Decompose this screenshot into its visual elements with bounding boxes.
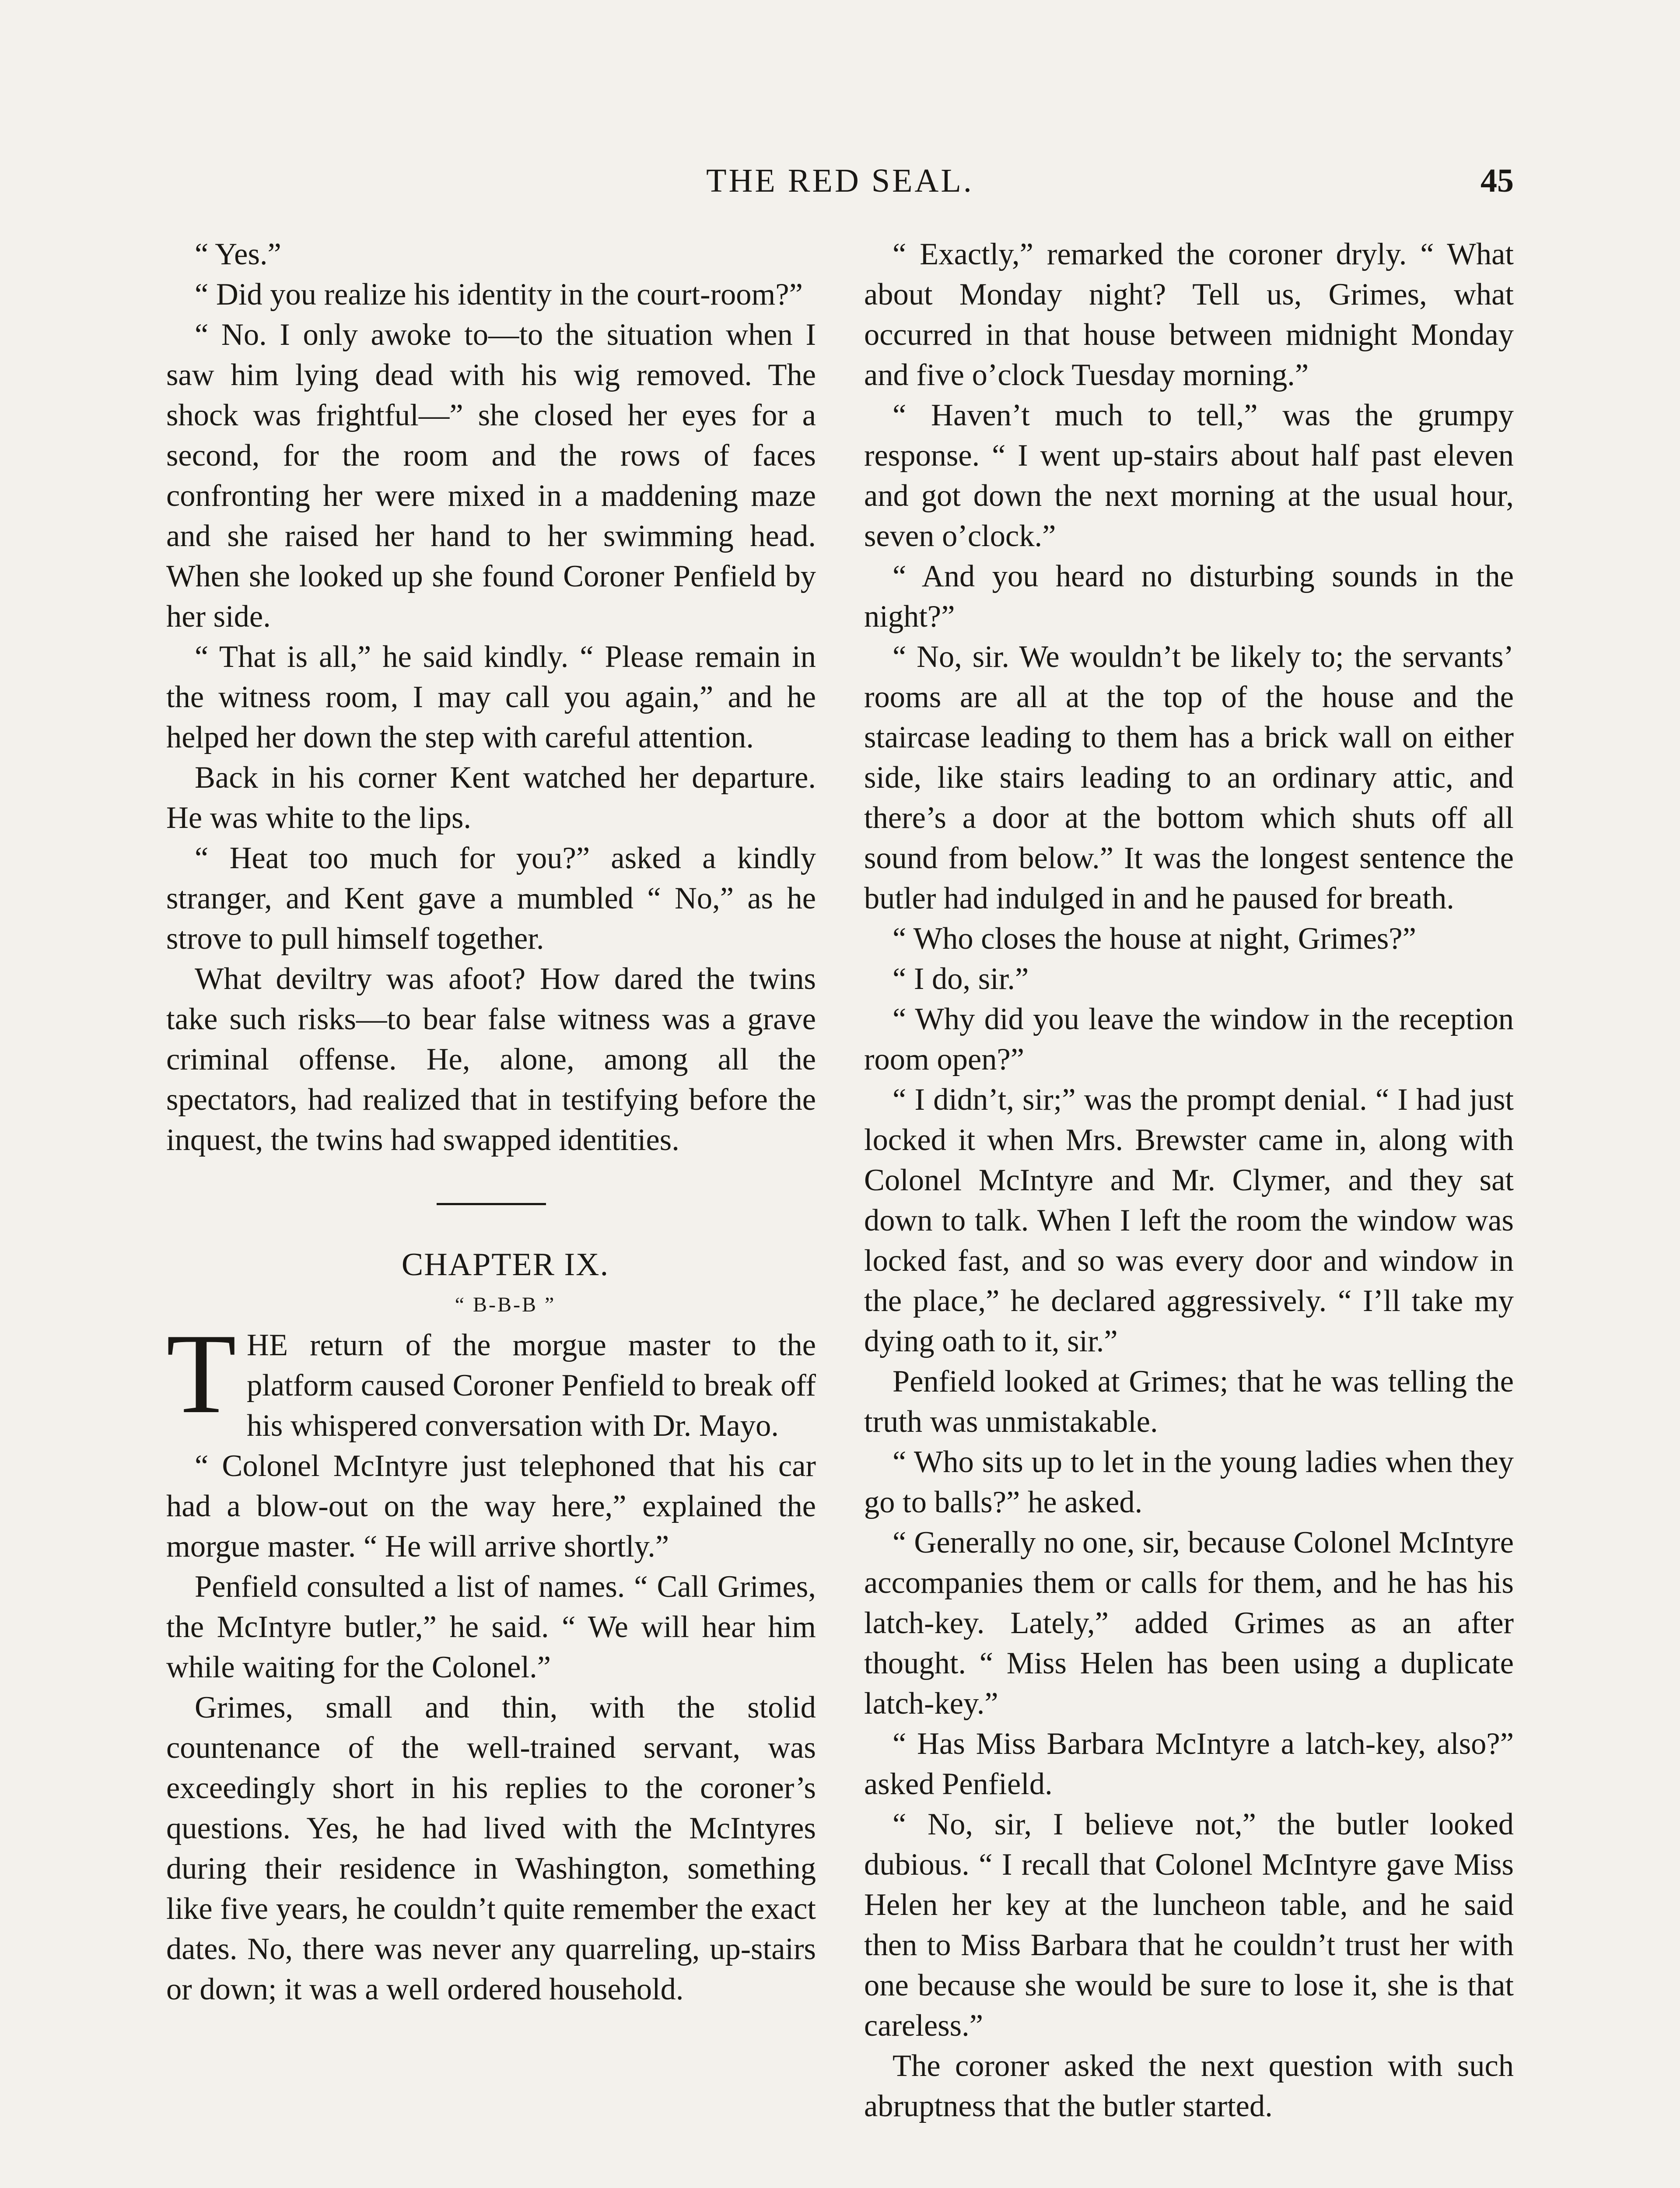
left-column [166, 234, 816, 2009]
paragraph: “ Why did you leave the window in the reception room open?” [864, 1002, 1514, 1076]
paragraph: “ I didn’t, sir;” was the prompt denial. “ I had just locked it when Mrs. Brewster came in, along with Colonel McIntyre and Mr. Clymer, and they sat down to talk. When I left the room the window was locked fast, and so was every door and window in the place,” he declared aggressively. “ I’ll take my dying oath to it, sir.” [864, 1083, 1514, 1358]
drop-cap: T [166, 1310, 237, 1437]
paragraph: “ Who sits up to let in the young ladies when they go to balls?” he asked. [864, 1445, 1514, 1519]
paragraph: “ I do, sir.” [892, 962, 1029, 996]
paragraph: “ And you heard no disturbing sounds in the night?” [864, 559, 1514, 634]
opening-paragraph [166, 1310, 816, 1446]
paragraph: “ Colonel McIntyre just telephoned that his car had a blow-out on the way here,” explained the morgue master. “ He will arrive shortly.” [166, 1449, 816, 1564]
paragraph: “ No, sir, I believe not,” the butler looked dubious. “ I recall that Colonel McIntyre gave Miss Helen her key at the luncheon table, and he said then to Miss Barbara that he couldn’t trust her with one because she would be sure to lose it, she is that careless.” [864, 1807, 1514, 2043]
paragraph: “ Yes.” [195, 237, 281, 271]
running-title: THE RED SEAL. [706, 162, 974, 199]
paragraph: Grimes, small and thin, with the stolid countenance of the well-trained servant, was exceedingly short in his replies to the coroner’s questions. Yes, he had lived with the McIntyres during their residence in Washington, something like five years, he couldn’t quite remember the exact dates. No, there was never any quarreling, up-stairs or down; it was a well ordered household. [166, 1690, 816, 2006]
paragraph: “ Who closes the house at night, Grimes?” [892, 922, 1416, 956]
paragraph: The coroner asked the next question with such abruptness that the butler started. [864, 2049, 1514, 2123]
opening-paragraph-text: HE return of the morgue master to the platform caused Coroner Penfield to break off his whispered conversation with Dr. Mayo. [247, 1328, 816, 1443]
paragraph: What deviltry was afoot? How dared the twins take such risks—to bear false witness was a grave criminal offense. He, alone, among all the spectators, had realized that in testifying before the inquest, the twins had swapped identities. [166, 962, 816, 1157]
paragraph: Back in his corner Kent watched her departure. He was white to the lips. [166, 761, 816, 835]
paragraph: “ Exactly,” remarked the coroner dryly. “ What about Monday night? Tell us, Grimes, what occurred in that house between midnight Monday and five o’clock Tuesday morning.” [864, 237, 1514, 392]
chapter-subtitle: “ B-B-B ” [455, 1293, 556, 1316]
section-divider [437, 1203, 546, 1205]
paragraph: “ No, sir. We wouldn’t be likely to; the servants’ rooms are all at the top of the house and the staircase leading to them has a brick wall on either side, like stairs leading to an ordinary attic, and there’s a door at the bottom which shuts off all sound from below.” It was the longest sentence the butler had indulged in and he paused for breath. [864, 640, 1514, 915]
paragraph: Penfield consulted a list of names. “ Call Grimes, the McIntyre butler,” he said. “ We will hear him while waiting for the Colonel.” [166, 1570, 816, 1684]
paragraph: “ No. I only awoke to—to the situation when I saw him lying dead with his wig removed. The shock was frightful—” she closed her eyes for a second, for the room and the rows of faces confronting her were mixed in a maddening maze and she raised her hand to her swimming head. When she looked up she found Coroner Penfield by her side. [166, 318, 816, 634]
paragraph: “ Haven’t much to tell,” was the grumpy response. “ I went up-stairs about half past eleven and got down the next morning at the usual hour, seven o’clock.” [864, 398, 1514, 553]
chapter-heading: CHAPTER IX. [401, 1247, 609, 1283]
paragraph: “ Did you realize his identity in the court-room?” [195, 277, 803, 312]
paragraph: “ Has Miss Barbara McIntyre a latch-key, also?” asked Penfield. [864, 1727, 1514, 1801]
right-column [864, 234, 1514, 2126]
paragraph: “ Generally no one, sir, because Colonel McIntyre accompanies them or calls for them, and he has his latch-key. Lately,” added Grimes as an after thought. “ Miss Helen has been using a duplicate latch-key.” [864, 1525, 1514, 1721]
page-number: 45 [1480, 162, 1514, 199]
page-header [166, 162, 1514, 201]
paragraph: “ Heat too much for you?” asked a kindly stranger, and Kent gave a mumbled “ No,” as he strove to pull himself together. [166, 841, 816, 956]
paragraph: Penfield looked at Grimes; that he was telling the truth was unmistakable. [864, 1364, 1514, 1439]
paragraph: “ That is all,” he said kindly. “ Please remain in the witness room, I may call you again,” and he helped her down the step with careful attention. [166, 640, 816, 754]
